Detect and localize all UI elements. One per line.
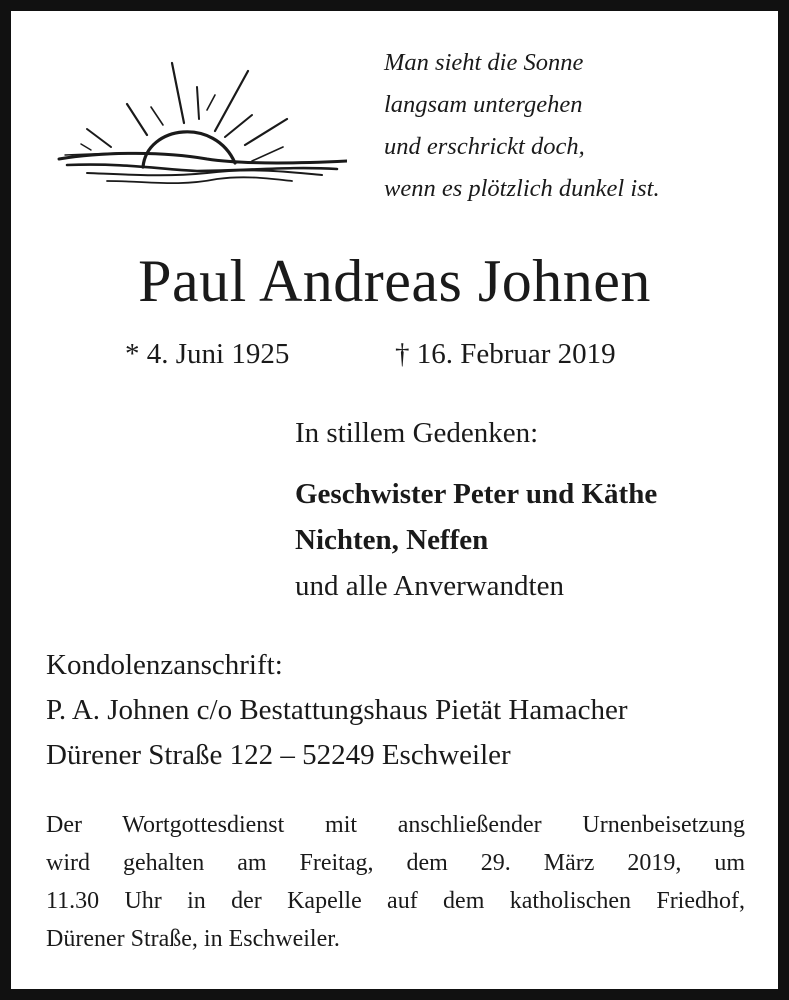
condolence-address bbox=[46, 643, 628, 778]
service-line: wird gehalten am Freitag, dem 29. März 2019, um bbox=[46, 850, 745, 876]
service-line: Dürener Straße, in Eschweiler. bbox=[46, 926, 340, 952]
mourner-line: Geschwister Peter und Käthe bbox=[295, 478, 658, 510]
poem-line: langsam untergehen bbox=[384, 91, 583, 118]
mourners-list bbox=[295, 471, 657, 609]
mourning-heading: In stillem Gedenken: bbox=[295, 417, 539, 449]
condolence-line: Dürener Straße 122 – 52249 Eschweiler bbox=[46, 739, 511, 771]
mourner-line: und alle Anverwandten bbox=[295, 570, 564, 602]
birth-date: * 4. Juni 1925 bbox=[125, 338, 290, 370]
poem-line: Man sieht die Sonne bbox=[384, 49, 584, 76]
condolence-line: P. A. Johnen c/o Bestattungshaus Pietät Hamacher bbox=[46, 694, 628, 726]
poem-line: und erschrickt doch, bbox=[384, 133, 585, 160]
service-line: Der Wortgottesdienst mit anschließender Urnenbeisetzung bbox=[46, 812, 745, 838]
poem-line: wenn es plötzlich dunkel ist. bbox=[384, 175, 660, 202]
death-date: † 16. Februar 2019 bbox=[395, 338, 616, 370]
mourner-line: Nichten, Neffen bbox=[295, 524, 489, 556]
condolence-label: Kondolenzanschrift: bbox=[46, 649, 283, 681]
service-info bbox=[46, 806, 745, 958]
service-line: 11.30 Uhr in der Kapelle auf dem katholischen Friedhof, bbox=[46, 888, 745, 914]
deceased-name: Paul Andreas Johnen bbox=[138, 248, 651, 314]
sunset-icon bbox=[47, 47, 347, 207]
poem bbox=[384, 42, 660, 210]
